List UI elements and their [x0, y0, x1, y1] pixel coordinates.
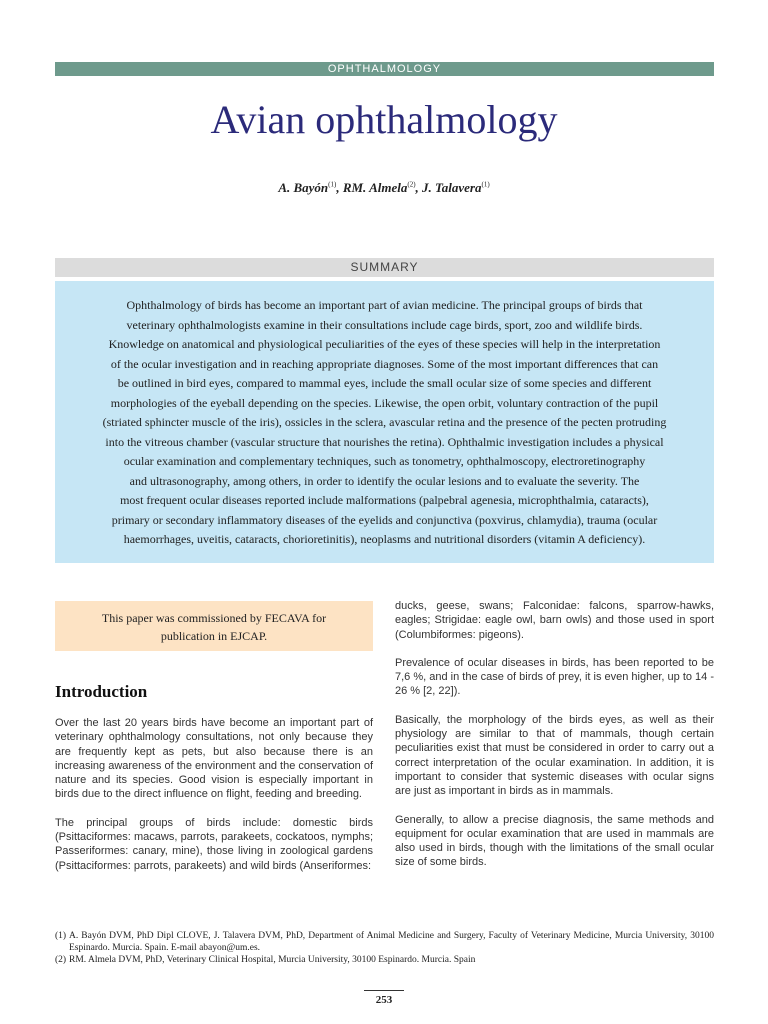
summary-line: of the ocular investigation and in reaching appropriate diagnoses. Some of the most important differences that can [110, 356, 659, 371]
footnotes [55, 930, 714, 966]
summary-line: and ultrasonography, among others, in order to identify the ocular lesions and to evaluate the severity. The [129, 473, 640, 488]
summary-line: veterinary ophthalmologists examine in their consultations include cage birds, sport, zoo and wildlife birds. [126, 317, 643, 332]
author-affiliation-mark: (2) [407, 180, 416, 189]
author-list [0, 180, 768, 196]
footnote [55, 954, 714, 966]
summary-line: most frequent ocular diseases reported include malformations (palpebral agenesia, microphthalmia, cataracts), [120, 493, 649, 507]
summary-line: morphologies of the eyeball depending on the species. Likewise, the open orbit, voluntary contraction of the pupil [110, 395, 659, 410]
author-affiliation-mark: (1) [328, 180, 337, 189]
body-column-right [395, 599, 714, 884]
footnote-text: A. Bayón DVM, PhD Dipl CLOVE, J. Talavera DVM, PhD, Department of Animal Medicine and Surgery, Faculty of Veterinary Medicine, Murcia University, 30100 Espinardo. Murcia. Spain. E-mail abayon@um.es. [69, 931, 714, 953]
article-title: Avian ophthalmology [210, 97, 558, 142]
summary-line: Knowledge on anatomical and physiological peculiarities of the eyes of these species will help in the interpretation [108, 337, 661, 351]
summary-line: ocular examination and complementary techniques, such as tonometry, ophthalmoscopy, electroretinography [123, 454, 646, 468]
section-label: OPHTHALMOLOGY [327, 63, 442, 75]
summary-line: Ophthalmology of birds has become an important part of avian medicine. The principal groups of birds that [126, 298, 643, 312]
author-affiliation-mark: (1) [481, 180, 490, 189]
body-column-left [55, 716, 373, 887]
author-separator: , [336, 180, 343, 195]
footnote [55, 930, 714, 954]
body-paragraph: Over the last 20 years birds have become an important part of veterinary ophthalmology consultations, not only because they are frequently kept as pets, but also because there is an increasing awareness of the environment and the conservation of nature and its species. Good vision is especially important in birds due to the direct influence on flight, feeding and breeding. [55, 717, 373, 801]
summary-line: be outlined in bird eyes, compared to mammal eyes, include the small ocular size of some species and different [117, 376, 652, 390]
author-name: RM. Almela [342, 180, 408, 195]
body-paragraph: Prevalence of ocular diseases in birds, has been reported to be 7,6 %, and in the case of birds of prey, it is even higher, up to 14 - 26 % [2, 22]). [395, 656, 714, 698]
author-separator: , [415, 180, 423, 195]
footnote-mark: (2) [55, 955, 67, 965]
body-paragraph: The principal groups of birds include: domestic birds (Psittaciformes: macaws, parrots, parakeets, cockatoos, nymphs; Passeriformes: canary, mine), those living in zoological gardens (Psittaciformes: parrots, parakeets) and wild birds (Anseriformes: [55, 816, 373, 872]
introduction-heading: Introduction [55, 682, 148, 701]
commission-line: This paper was commissioned by FECAVA for [101, 611, 327, 625]
body-paragraph: Generally, to allow a precise diagnosis, the same methods and equipment for ocular examination that are used in mammals are also used in birds, though with the limitations of the small ocular size of some birds. [395, 813, 714, 869]
summary-heading: SUMMARY [350, 260, 419, 274]
footnote-mark: (1) [55, 931, 67, 941]
body-paragraph: Basically, the morphology of the birds eyes, as well as their physiology are similar to that of mammals, though certain peculiarities exist that must be considered in order to carry out a correct interpretation of the ocular examination. In addition, it is important to consider that systemic diseases with ocular signs are just as important in birds as in mammals. [395, 713, 714, 798]
page-number: 253 [364, 990, 404, 1006]
section-banner [55, 62, 714, 76]
summary-abstract [55, 281, 714, 563]
author-name: J. Talavera [422, 180, 482, 195]
commission-note [55, 601, 373, 651]
author-name: A. Bayón [278, 180, 329, 195]
commission-line: publication in EJCAP. [160, 629, 268, 643]
summary-line: into the vitreous chamber (vascular structure that nourishes the retina). Ophthalmic investigation includes a physical [105, 434, 664, 449]
summary-line: haemorrhages, uveitis, cataracts, chorioretinitis), neoplasms and nutritional disorders (vitamin A deficiency). [123, 532, 646, 546]
summary-heading-bar [55, 258, 714, 277]
summary-line: (striated sphincter muscle of the iris), ossicles in the sclera, avascular retina and the presence of the pecten protruding [102, 415, 667, 429]
summary-line: primary or secondary inflammatory diseases of the eyelids and conjunctiva (poxvirus, chlamydia), trauma (ocular [111, 512, 658, 527]
body-paragraph: ducks, geese, swans; Falconidae: falcons, sparrow-hawks, eagles; Strigidae: eagle owl, barn owls) and those used in sport (Columbiformes: pigeons). [395, 600, 714, 641]
footnote-text: RM. Almela DVM, PhD, Veterinary Clinical Hospital, Murcia University, 30100 Espinardo. Murcia. Spain [69, 955, 476, 965]
